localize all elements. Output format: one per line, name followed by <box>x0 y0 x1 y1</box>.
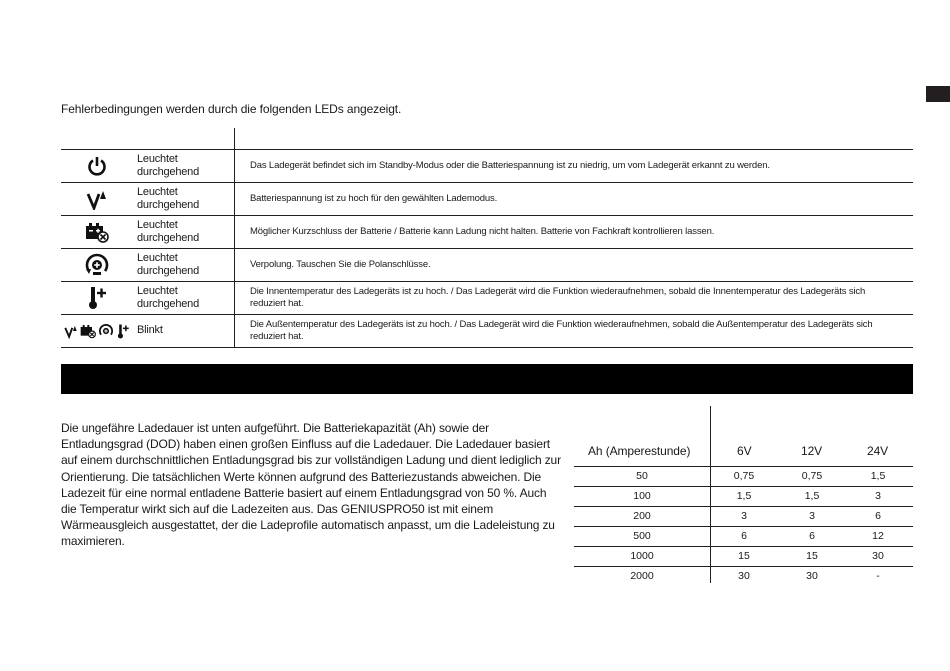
cell-ah: 1000 <box>630 550 654 562</box>
cell-24v: 3 <box>875 490 881 502</box>
error-row-external-temperature <box>61 315 913 348</box>
header-6v: 6V <box>737 444 752 458</box>
table-row <box>574 467 913 487</box>
cell-6v: 1,5 <box>736 490 752 502</box>
internal-temperature-icon <box>86 285 108 311</box>
cell-12v: 30 <box>806 570 818 582</box>
cell-24v: 1,5 <box>870 470 886 482</box>
error-led-table <box>61 149 913 348</box>
led-status: Leuchtet durchgehend <box>137 153 200 178</box>
cell-6v: 15 <box>738 550 750 562</box>
table-row <box>574 547 913 567</box>
cell-ah: 2000 <box>630 570 654 582</box>
led-status: Leuchtet durchgehend <box>137 285 200 310</box>
led-status: Leuchtet durchgehend <box>137 186 200 211</box>
header-ah: Ah (Amperestunde) <box>588 444 691 458</box>
reverse-polarity-icon <box>84 253 110 277</box>
cell-6v: 6 <box>741 530 747 542</box>
cell-ah: 100 <box>633 490 651 502</box>
error-row-standby <box>61 150 913 183</box>
error-description: Die Außentemperatur des Ladegeräts ist zu hoch. / Das Ladegerät wird die Funktion wiederaufnehmen, sobald die Außentemperatur des Ladegeräts sich reduziert hat. <box>250 319 873 342</box>
cell-24v: 30 <box>872 550 884 562</box>
error-description: Möglicher Kurzschluss der Batterie / Batterie kann Ladung nicht halten. Batterie von Fachkraft kontrollieren lassen. <box>250 226 715 237</box>
table-row <box>574 567 913 586</box>
cell-ah: 50 <box>636 470 648 482</box>
error-row-internal-temperature <box>61 282 913 315</box>
reverse-polarity-icon <box>98 323 114 339</box>
battery-fault-icon <box>80 323 96 339</box>
internal-temperature-icon <box>116 323 130 340</box>
cell-12v: 1,5 <box>804 490 820 502</box>
power-icon <box>87 155 107 177</box>
cell-12v: 3 <box>809 510 815 522</box>
table-row <box>574 507 913 527</box>
error-description: Die Innentemperatur des Ladegeräts ist zu hoch. / Das Ladegerät wird die Funktion wiederaufnehmen, sobald die Innentemperatur des Ladegeräts sich reduziert hat. <box>250 286 866 309</box>
cell-6v: 0,75 <box>733 470 755 482</box>
intro-text: Fehlerbedingungen werden durch die folgenden LEDs angezeigt. <box>61 102 402 116</box>
error-row-reverse-polarity <box>61 249 913 282</box>
section-header-bar <box>61 364 913 394</box>
error-description: Verpolung. Tauschen Sie die Polanschlüsse. <box>250 259 431 270</box>
cell-12v: 15 <box>806 550 818 562</box>
cell-24v: - <box>876 570 880 582</box>
cell-6v: 30 <box>738 570 750 582</box>
header-24v: 24V <box>867 444 889 458</box>
header-12v: 12V <box>801 444 823 458</box>
cell-24v: 12 <box>872 530 884 542</box>
error-row-overvoltage <box>61 183 913 216</box>
cell-12v: 0,75 <box>801 470 823 482</box>
overvoltage-icon <box>64 323 78 339</box>
side-tab-marker <box>926 86 950 102</box>
overvoltage-icon <box>86 188 108 210</box>
table-row <box>574 487 913 507</box>
error-description: Das Ladegerät befindet sich im Standby-Modus oder die Batteriespannung ist zu niedrig, um vom Ladegerät erkannt zu werden. <box>250 160 770 171</box>
cell-ah: 200 <box>633 510 651 522</box>
cell-12v: 6 <box>809 530 815 542</box>
charging-time-text: Die ungefähre Ladedauer ist unten aufgeführt. Die Batteriekapazität (Ah) sowie der Entladungsgrad (DOD) haben einen großen Einfluss auf die Ladedauer. Die Ladedauer basiert auf einem durchschnittlichen Entladungsgrad bis zur vollständigen Ladung und dient lediglich zur Orientierung. Die tatsächlichen Werte können aufgrund des Batteriezustands abweichen. Die Ladezeit für eine normal entladene Batterie basiert auf einem Entladungsgrad von 50 %. Auch die Temperatur wirkt sich auf die Ladezeiten aus. Das GENIUSPRO50 ist mit einem Wärmeausgleich ausgestattet, der die Ladeprofile automatisch anpasst, um die Ladeleistung zu maximieren. <box>61 421 561 549</box>
led-status: Leuchtet durchgehend <box>137 252 200 277</box>
led-status: Leuchtet durchgehend <box>137 219 200 244</box>
table-row <box>574 527 913 547</box>
battery-fault-icon <box>85 221 109 243</box>
led-status: Blinkt <box>137 324 163 336</box>
cell-6v: 3 <box>741 510 747 522</box>
cell-ah: 500 <box>633 530 651 542</box>
table-header-divider <box>234 128 235 150</box>
error-row-battery-fault <box>61 216 913 249</box>
cell-24v: 6 <box>875 510 881 522</box>
error-description: Batteriespannung ist zu hoch für den gewählten Lademodus. <box>250 193 498 204</box>
